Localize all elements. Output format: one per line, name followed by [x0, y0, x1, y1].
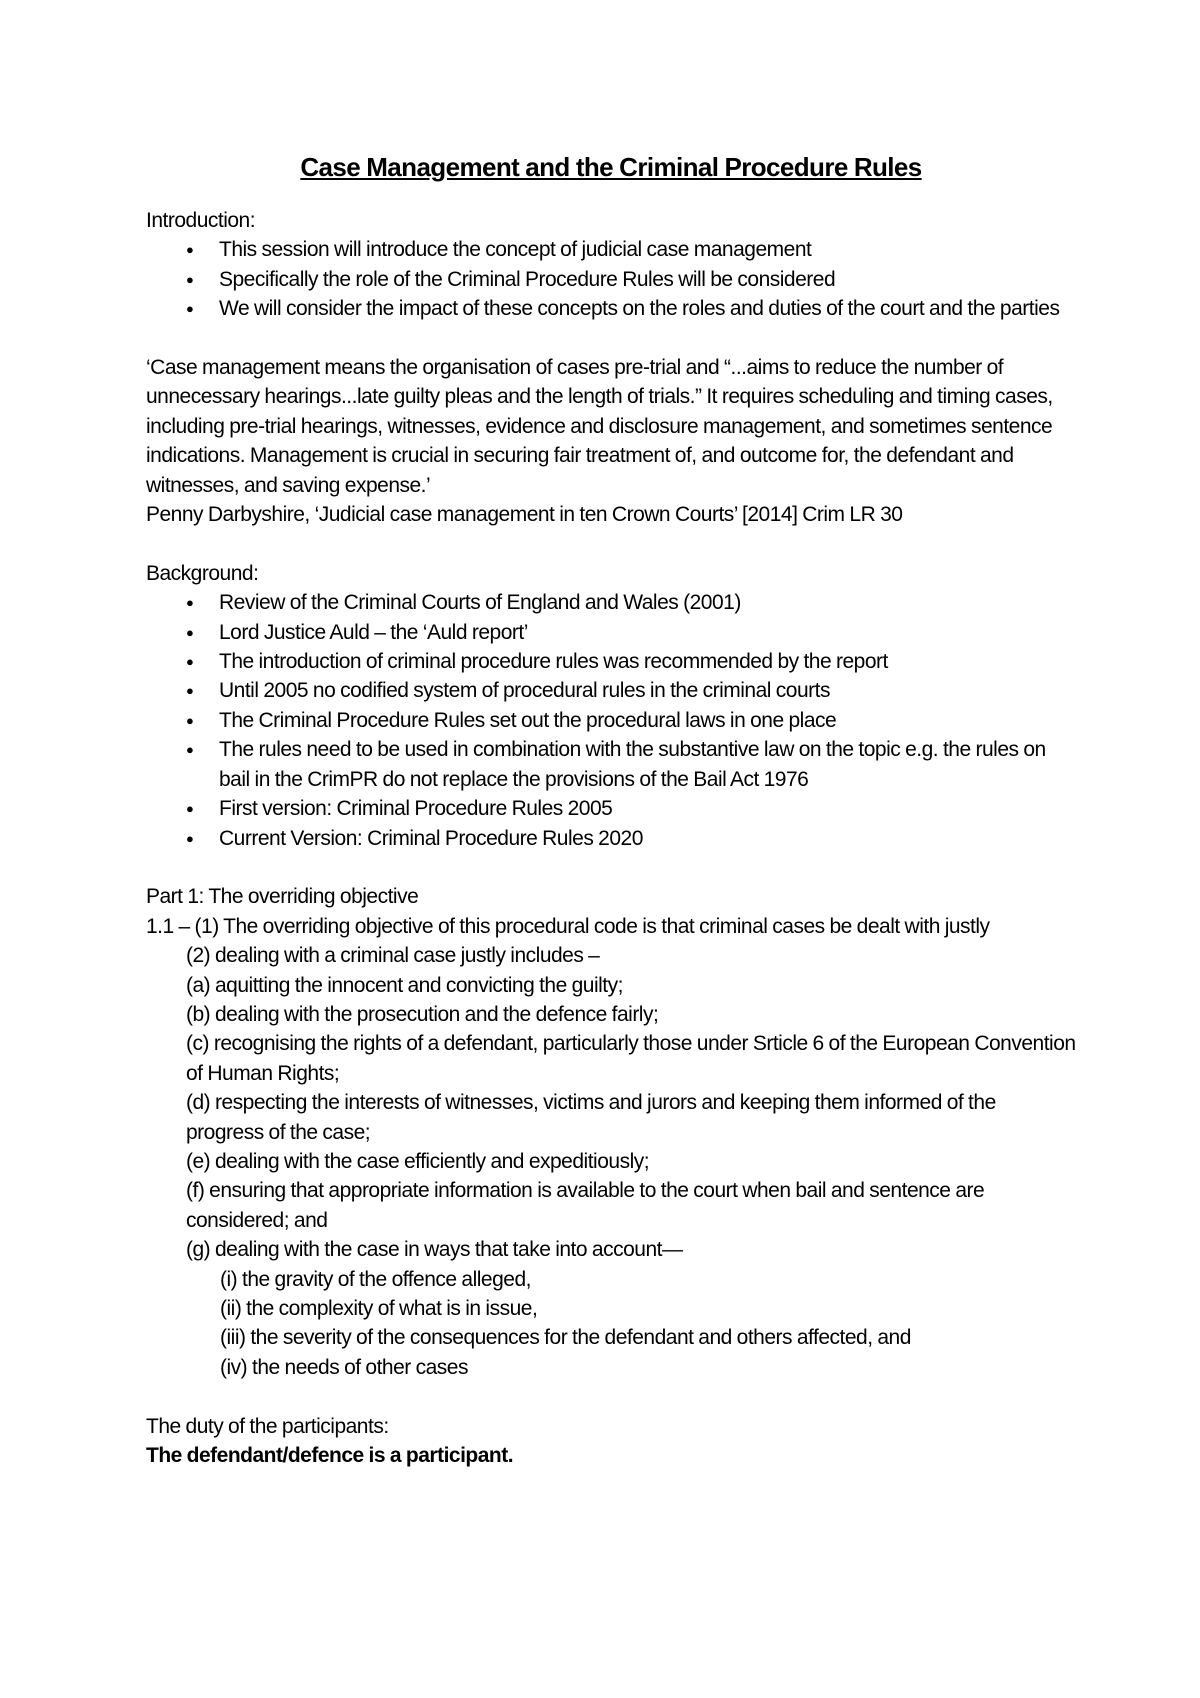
duty-heading: The duty of the participants: [146, 1414, 389, 1438]
list-item: ● Until 2005 no codified system of procedural rules in the criminal courts [146, 676, 1076, 705]
rule-item: (b) dealing with the prosecution and the defence fairly; [186, 1002, 659, 1026]
duty-statement: The defendant/defence is a participant. [146, 1444, 514, 1467]
spacer [146, 529, 1076, 558]
spacer [146, 1382, 1076, 1411]
list-item: ● Current Version: Criminal Procedure Rules 2020 [146, 824, 1076, 853]
rule-item: (d) respecting the interests of witnesses, victims and jurors and keeping them informed of the progress of the case; [186, 1091, 996, 1144]
introduction-list [146, 235, 1076, 323]
quote-citation: Penny Darbyshire, ‘Judicial case management in ten Crown Courts’ [2014] Crim LR 30 [146, 503, 903, 527]
document-body [146, 150, 1076, 1470]
list-item: ● Specifically the role of the Criminal Procedure Rules will be considered [146, 265, 1076, 294]
rule-item: (g) dealing with the case in ways that take into account— [186, 1238, 683, 1262]
list-item: ● This session will introduce the concept of judicial case management [146, 235, 1076, 264]
list-item: ● Review of the Criminal Courts of England and Wales (2001) [146, 588, 1076, 617]
rule-item: (a) aquitting the innocent and convicting the guilty; [186, 973, 623, 997]
rule-item: (2) dealing with a criminal case justly includes – [186, 944, 600, 968]
rule-subitem: (iv) the needs of other cases [220, 1355, 468, 1379]
spacer [146, 324, 1076, 353]
rule-item: (c) recognising the rights of a defendant, particularly those under Srticle 6 of the European Convention of Human Rights; [186, 1032, 1076, 1085]
list-item: ● The rules need to be used in combination with the substantive law on the topic e.g. the rules on bail in the CrimPR do not replace the provisions of the Bail Act 1976 [146, 735, 1076, 794]
rule-item: (f) ensuring that appropriate information is available to the court when bail and sentence are considered; and [186, 1179, 985, 1232]
rule-subitem: (iii) the severity of the consequences for the defendant and others affected, and [220, 1326, 911, 1350]
list-item: ● The introduction of criminal procedure rules was recommended by the report [146, 647, 1076, 676]
rule-1-1: 1.1 – (1) The overriding objective of this procedural code is that criminal cases be dealt with justly [146, 914, 990, 938]
list-item: ● Lord Justice Auld – the ‘Auld report’ [146, 618, 1076, 647]
rule-subitem: (ii) the complexity of what is in issue, [220, 1296, 538, 1320]
quote-text: ‘Case management means the organisation of cases pre-trial and “...aims to reduce the number of unnecessary hearings...late guilty pleas and the length of trials.” It requires scheduling and timing cases, including pre-trial hearings, witnesses, evidence and disclosure management, and sometimes sentence indications. Management is crucial in securing fair treatment of, and outcome for, the defendant and witnesses, and saving expense.’ [146, 356, 1053, 497]
part1-heading: Part 1: The overriding objective [146, 885, 419, 909]
list-item: ● First version: Criminal Procedure Rules 2005 [146, 794, 1076, 823]
introduction-heading: Introduction: [146, 209, 256, 232]
background-heading: Background: [146, 561, 259, 585]
background-list [146, 588, 1076, 853]
rule-item: (e) dealing with the case efficiently and expeditiously; [186, 1149, 650, 1173]
spacer [146, 853, 1076, 882]
list-item: ● The Criminal Procedure Rules set out the procedural laws in one place [146, 706, 1076, 735]
page-title: Case Management and the Criminal Procedure Rules [300, 152, 922, 182]
rule-subitem: (i) the gravity of the offence alleged, [220, 1267, 531, 1291]
list-item: ● We will consider the impact of these concepts on the roles and duties of the court and the parties [146, 294, 1076, 323]
